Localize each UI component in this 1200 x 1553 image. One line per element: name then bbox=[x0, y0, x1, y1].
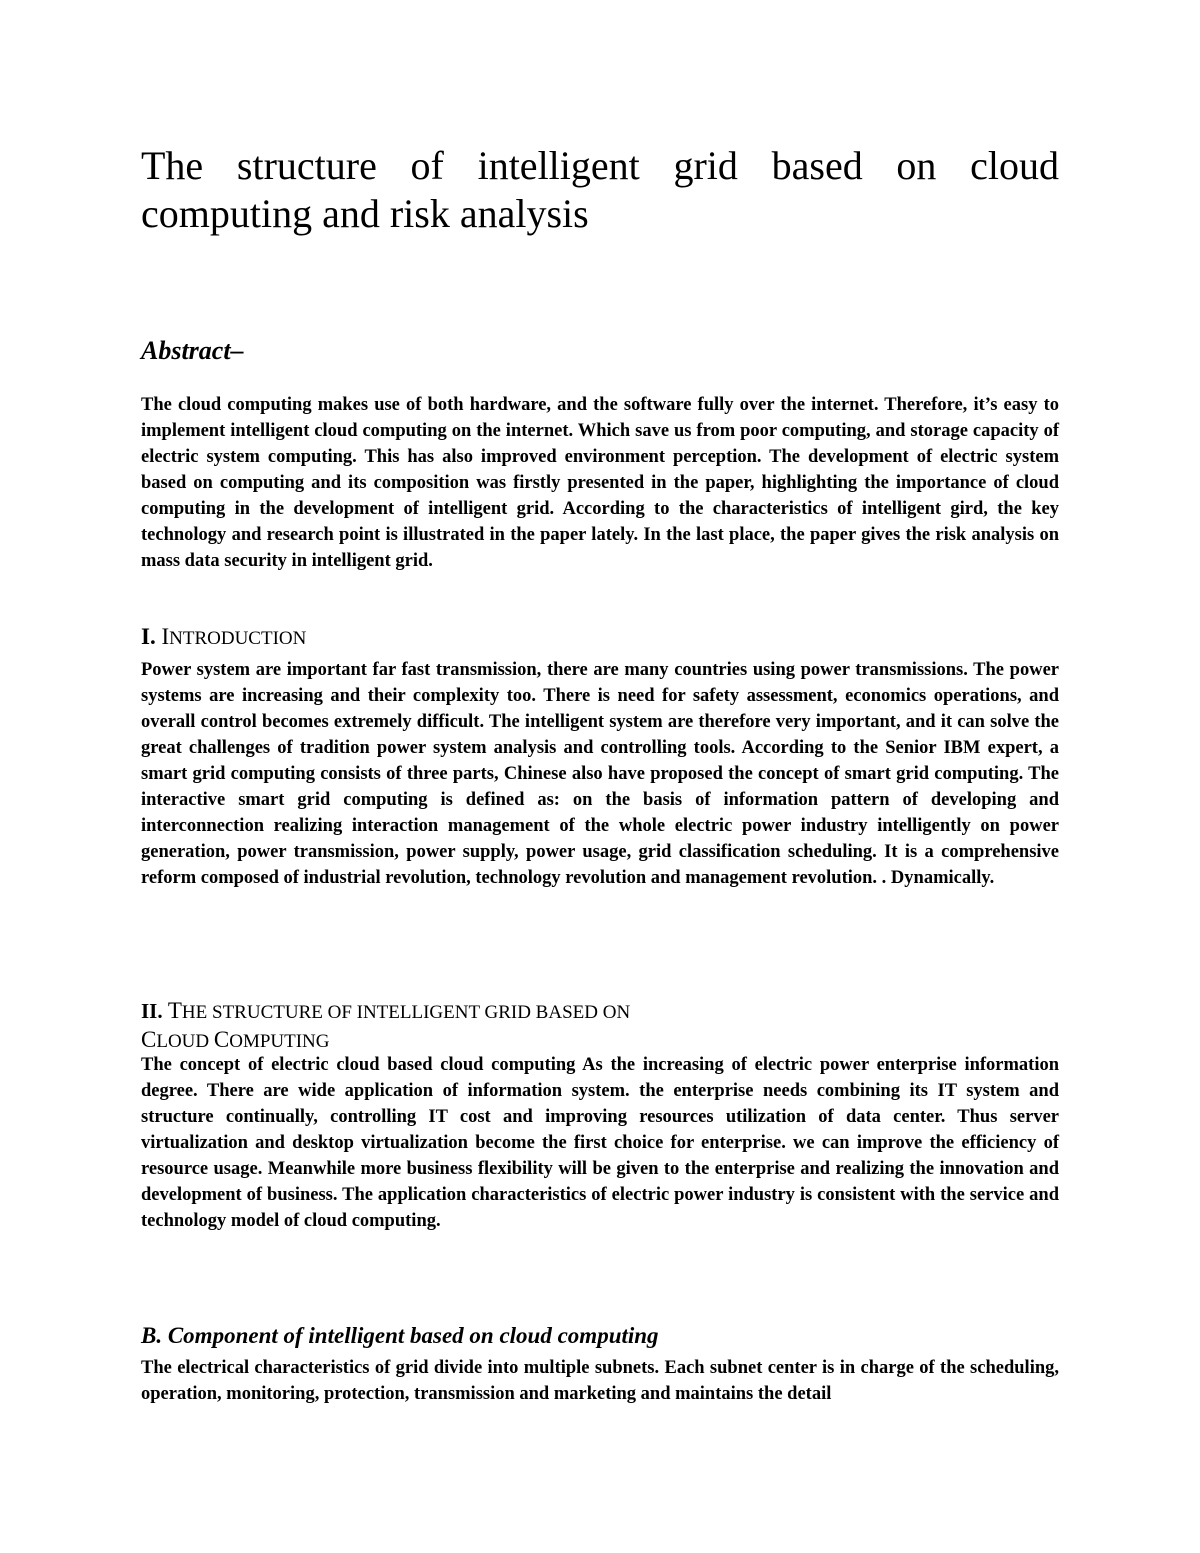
subsection-b-text: The electrical characteristics of grid divide into multiple subnets. Each subnet center is in charge of the scheduling, operation, monitoring, protection, transmission and marketing and maintains the detail bbox=[141, 1358, 1059, 1404]
section-1-heading bbox=[141, 624, 306, 650]
section-2-heading bbox=[141, 997, 1059, 1055]
section-1-title-rest: NTRODUCTION bbox=[169, 628, 307, 649]
section-2-number: II. bbox=[141, 999, 163, 1023]
abstract-heading: Abstract– bbox=[141, 336, 244, 365]
section-2-initial: T bbox=[167, 998, 182, 1023]
section-2-cloud-rest: LOUD bbox=[156, 1031, 214, 1052]
section-2-cloud-initial: C bbox=[141, 1027, 157, 1052]
section-1-initial: I bbox=[161, 624, 170, 649]
section-2-computing-initial: C bbox=[213, 1027, 230, 1052]
section-2-text: The concept of electric cloud based cloud computing As the increasing of electric power enterprise information degree. There are wide application of information system. the enterprise needs combining its IT system and structure continually, controlling IT cost and improving resources utilization of data center. Thus server virtualization and desktop virtualization become the first choice for enterprise. we can improve the efficiency of resource usage. Meanwhile more business flexibility will be given to the enterprise and realizing the innovation and development of business. The application characteristics of electric power industry is consistent with the service and technology model of cloud computing. bbox=[141, 1055, 1059, 1231]
section-2-computing-rest: OMPUTING bbox=[229, 1031, 330, 1052]
paper-title: The structure of intelligent grid based on cloud computing and risk analysis bbox=[141, 143, 1059, 236]
section-1-number: I. bbox=[141, 624, 156, 649]
section-2-title-line1: HE STRUCTURE OF INTELLIGENT GRID BASED ON bbox=[181, 1002, 631, 1023]
introduction-text: Power system are important far fast transmission, there are many countries using power transmissions. The power systems are increasing and their complexity too. There is need for safety assessment, economics operations, and overall control becomes extremely difficult. The intelligent system are therefore very important, and it can solve the great challenges of tradition power system analysis and controlling tools. According to the Senior IBM expert, a smart grid computing consists of three parts, Chinese also have proposed the concept of smart grid computing. The interactive smart grid computing is defined as: on the basis of information pattern of developing and interconnection realizing interaction management of the whole electric power industry intelligently on power generation, power transmission, power supply, power usage, grid classification scheduling. It is a comprehensive reform composed of industrial revolution, technology revolution and management revolution. . Dynamically. bbox=[141, 660, 1059, 888]
abstract-text: The cloud computing makes use of both hardware, and the software fully over the internet. Therefore, it’s easy to implement intelligent cloud computing on the internet. Which save us from poor computing, and storage capacity of electric system computing. This has also improved environment perception. The development of electric system based on computing and its composition was firstly presented in the paper, highlighting the importance of cloud computing in the development of intelligent grid. According to the characteristics of intelligent gird, the key technology and research point is illustrated in the paper lately. In the last place, the paper gives the risk analysis on mass data security in intelligent grid. bbox=[141, 395, 1059, 571]
subsection-b-heading: B. Component of intelligent based on cloud computing bbox=[141, 1323, 659, 1348]
